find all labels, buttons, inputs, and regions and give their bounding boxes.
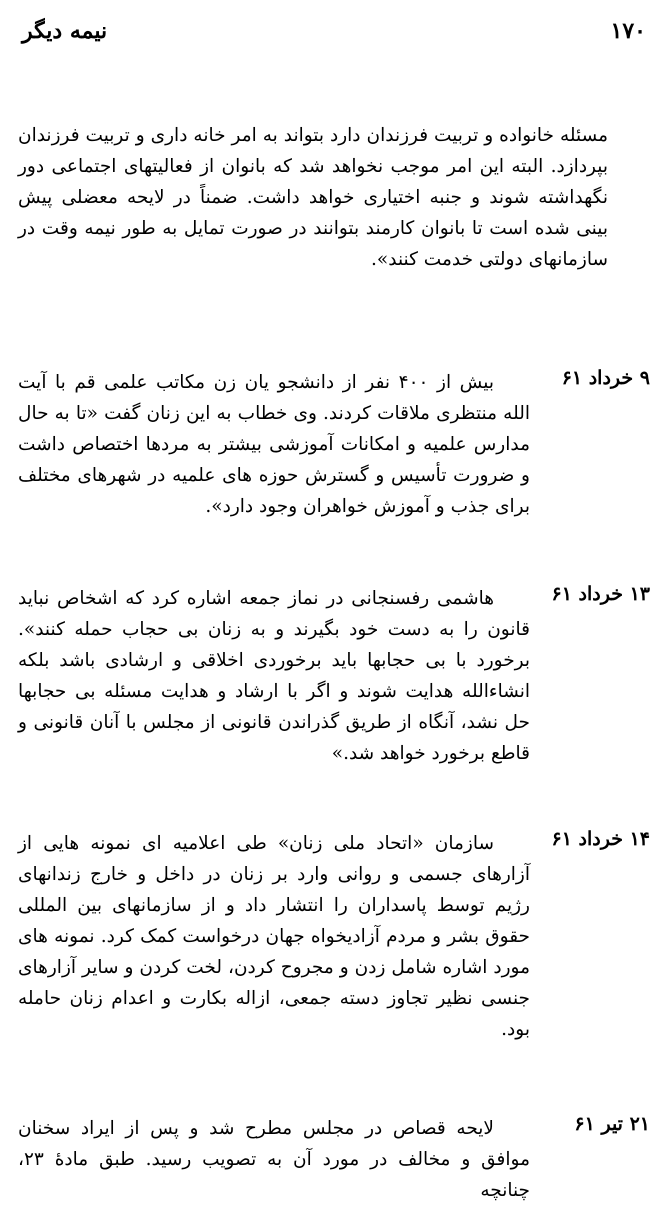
entry-date: ۹ خرداد ۶۱ [561, 367, 650, 389]
entry-text: هاشمی رفسنجانی در نماز جمعه اشاره کرد که اشخاص نباید قانون را به دست خود بگیرند و به زنان بی حجاب حمله کنند». برخورد با بی حجابها باید برخوردی اخلاقی و ارشادی باشد بلکه انشاءالله هدایت شوند و اگر با ارشاد و هدایت مسئله بی حجابها حل نشد، آنگاه از طریق گذراندن قانونی از مجلس با آنان قانونی و قاطع برخورد خواهد شد.» [18, 588, 530, 764]
running-title: نیمه دیگر [22, 18, 108, 44]
entry-date: ۲۱ تیر ۶۱ [574, 1113, 650, 1135]
entry-text: لایحه قصاص در مجلس مطرح شد و پس از ایراد سخنان موافق و مخالف در مورد آن به تصویب رسید. طبق مادهٔ ۲۳، چنانچه [18, 1118, 530, 1201]
entry-text: سازمان «اتحاد ملی زنان» طی اعلامیه ای نمونه هایی از آزارهای جسمی و روانی وارد بر زنان در داخل و خارج زندانهای رژیم توسط پاسداران را انتشار داد و از سازمانهای بین المللی حقوق بشر و مردم آزادیخواه جهان درخواست کمک کرد. نمونه های مورد اشاره شامل زدن و مجروح کردن، لخت کردن و سایر آزارهای جنسی نظیر تجاوز دسته جمعی، ازاله بکارت و اعدام زنان حامله بود. [18, 833, 530, 1040]
page-number: ۱۷۰ [610, 18, 646, 44]
entry-date: ۱۴ خرداد ۶۱ [551, 828, 650, 850]
entry-date: ۱۳ خرداد ۶۱ [551, 583, 650, 605]
intro-paragraph [18, 120, 608, 275]
entry-text: بیش از ۴۰۰ نفر از دانشجو یان زن مکاتب علمی قم با آیت الله منتظری ملاقات کردند. وی خطاب به این زنان گفت «تا به حال مدارس علمیه و امکانات آموزشی بیشتر به مردها اختصاص داشت و ضرورت تأسیس و گسترش حوزه های علمیه در شهرهای مختلف برای جذب و آموزش خواهران وجود دارد». [18, 372, 530, 517]
intro-text: مسئله خانواده و تربیت فرزندان دارد بتواند به امر خانه داری و تربیت فرزندان بپردازد. البته این امر موجب نخواهد شد که بانوان از فعالیتهای اجتماعی دور نگهداشته شوند و جنبه اختیاری خواهد داشت. ضمناً در لایحه معضلی پیش بینی شده است تا بانوان کارمند بتوانند در صورت تمایل به طور نیمه وقت در سازمانهای دولتی خدمت کنند». [18, 125, 608, 270]
page-header [20, 18, 648, 52]
